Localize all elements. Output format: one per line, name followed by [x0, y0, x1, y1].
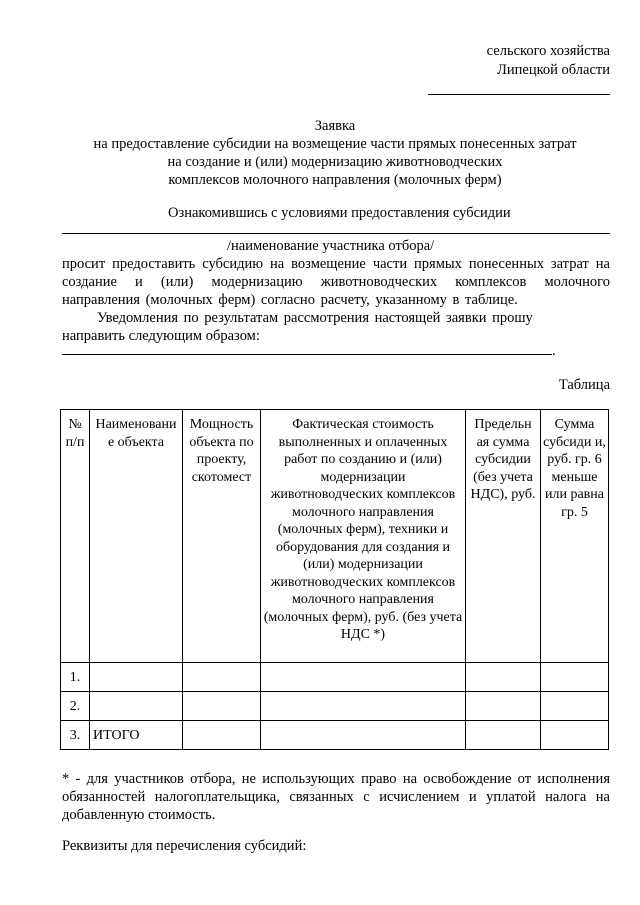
addressee-line-2: Липецкой области	[497, 62, 610, 78]
participant-name-line	[62, 233, 610, 234]
footnote-line-2: обязанностей налогоплательщика, связанных с исчислением и уплатой налога на	[62, 789, 610, 805]
cell-capacity[interactable]	[183, 692, 261, 721]
cell-object-name[interactable]	[90, 692, 183, 721]
header-max-subsidy: Предельн ая сумма субсидии (без учета НДС), руб.	[466, 410, 541, 663]
subsidy-table	[60, 409, 609, 750]
header-capacity: Мощность объекта по проекту, скотомест	[183, 410, 261, 663]
table-total-row	[61, 721, 609, 750]
table-header-row	[61, 410, 609, 663]
acquainted-text: Ознакомившись с условиями предоставления субсидии	[168, 205, 511, 221]
cell-subsidy-sum[interactable]	[541, 721, 609, 750]
cell-total-label: ИТОГО	[90, 721, 183, 750]
footnote-line-1: * - для участников отбора, не использующих право на освобождение от исполнения	[62, 771, 610, 787]
request-line-1: просит предоставить субсидию на возмещение части прямых понесенных затрат на	[62, 256, 610, 272]
notify-line-1: Уведомления по результатам рассмотрения настоящей заявки прошу	[97, 310, 533, 326]
header-number: № п/п	[61, 410, 90, 663]
cell-actual-cost[interactable]	[261, 663, 466, 692]
cell-max-subsidy[interactable]	[466, 663, 541, 692]
notify-line-2: направить следующим образом:	[62, 328, 260, 344]
header-subsidy-sum: Сумма субсиди и, руб. гр. 6 меньше или равна гр. 5	[541, 410, 609, 663]
cell-number: 2.	[61, 692, 90, 721]
cell-max-subsidy[interactable]	[466, 692, 541, 721]
cell-max-subsidy[interactable]	[466, 721, 541, 750]
table-row	[61, 663, 609, 692]
cell-number: 1.	[61, 663, 90, 692]
addressee-underline	[428, 94, 610, 95]
cell-capacity[interactable]	[183, 663, 261, 692]
cell-subsidy-sum[interactable]	[541, 663, 609, 692]
request-line-2: создание и (или) модернизацию животноводческих комплексов молочного	[62, 274, 610, 290]
notify-method-line	[62, 354, 552, 355]
cell-capacity[interactable]	[183, 721, 261, 750]
notify-end-period: .	[552, 343, 556, 359]
title-line-1: на предоставление субсидии на возмещение части прямых понесенных затрат	[93, 136, 577, 152]
cell-actual-cost[interactable]	[261, 692, 466, 721]
cell-actual-cost[interactable]	[261, 721, 466, 750]
cell-object-name[interactable]	[90, 663, 183, 692]
participant-caption: /наименование участника отбора/	[227, 238, 435, 254]
addressee-line-1: сельского хозяйства	[486, 43, 610, 59]
requisites-label: Реквизиты для перечисления субсидий:	[62, 838, 307, 854]
table-caption: Таблица	[558, 377, 610, 393]
title-word: Заявка	[314, 118, 356, 134]
addressee-block	[487, 42, 610, 80]
header-object-name: Наименовани е объекта	[90, 410, 183, 663]
header-actual-cost: Фактическая стоимость выполненных и оплаченных работ по созданию и (или) модернизации животноводческих комплексов молочного направления (молочных ферм), техники и оборудования для создания и (или) модернизации животноводческих комплексов молочного направления (молочных ферм), руб. (без учета НДС *)	[261, 410, 466, 663]
title-line-2: на создание и (или) модернизацию животноводческих	[167, 154, 503, 170]
title-line-3: комплексов молочного направления (молочных ферм)	[168, 172, 502, 188]
cell-number: 3.	[61, 721, 90, 750]
table-row	[61, 692, 609, 721]
request-line-3: направления (молочных ферм) согласно расчету, указанному в таблице.	[62, 292, 518, 308]
cell-subsidy-sum[interactable]	[541, 692, 609, 721]
footnote-line-3: добавленную стоимость.	[62, 807, 216, 823]
